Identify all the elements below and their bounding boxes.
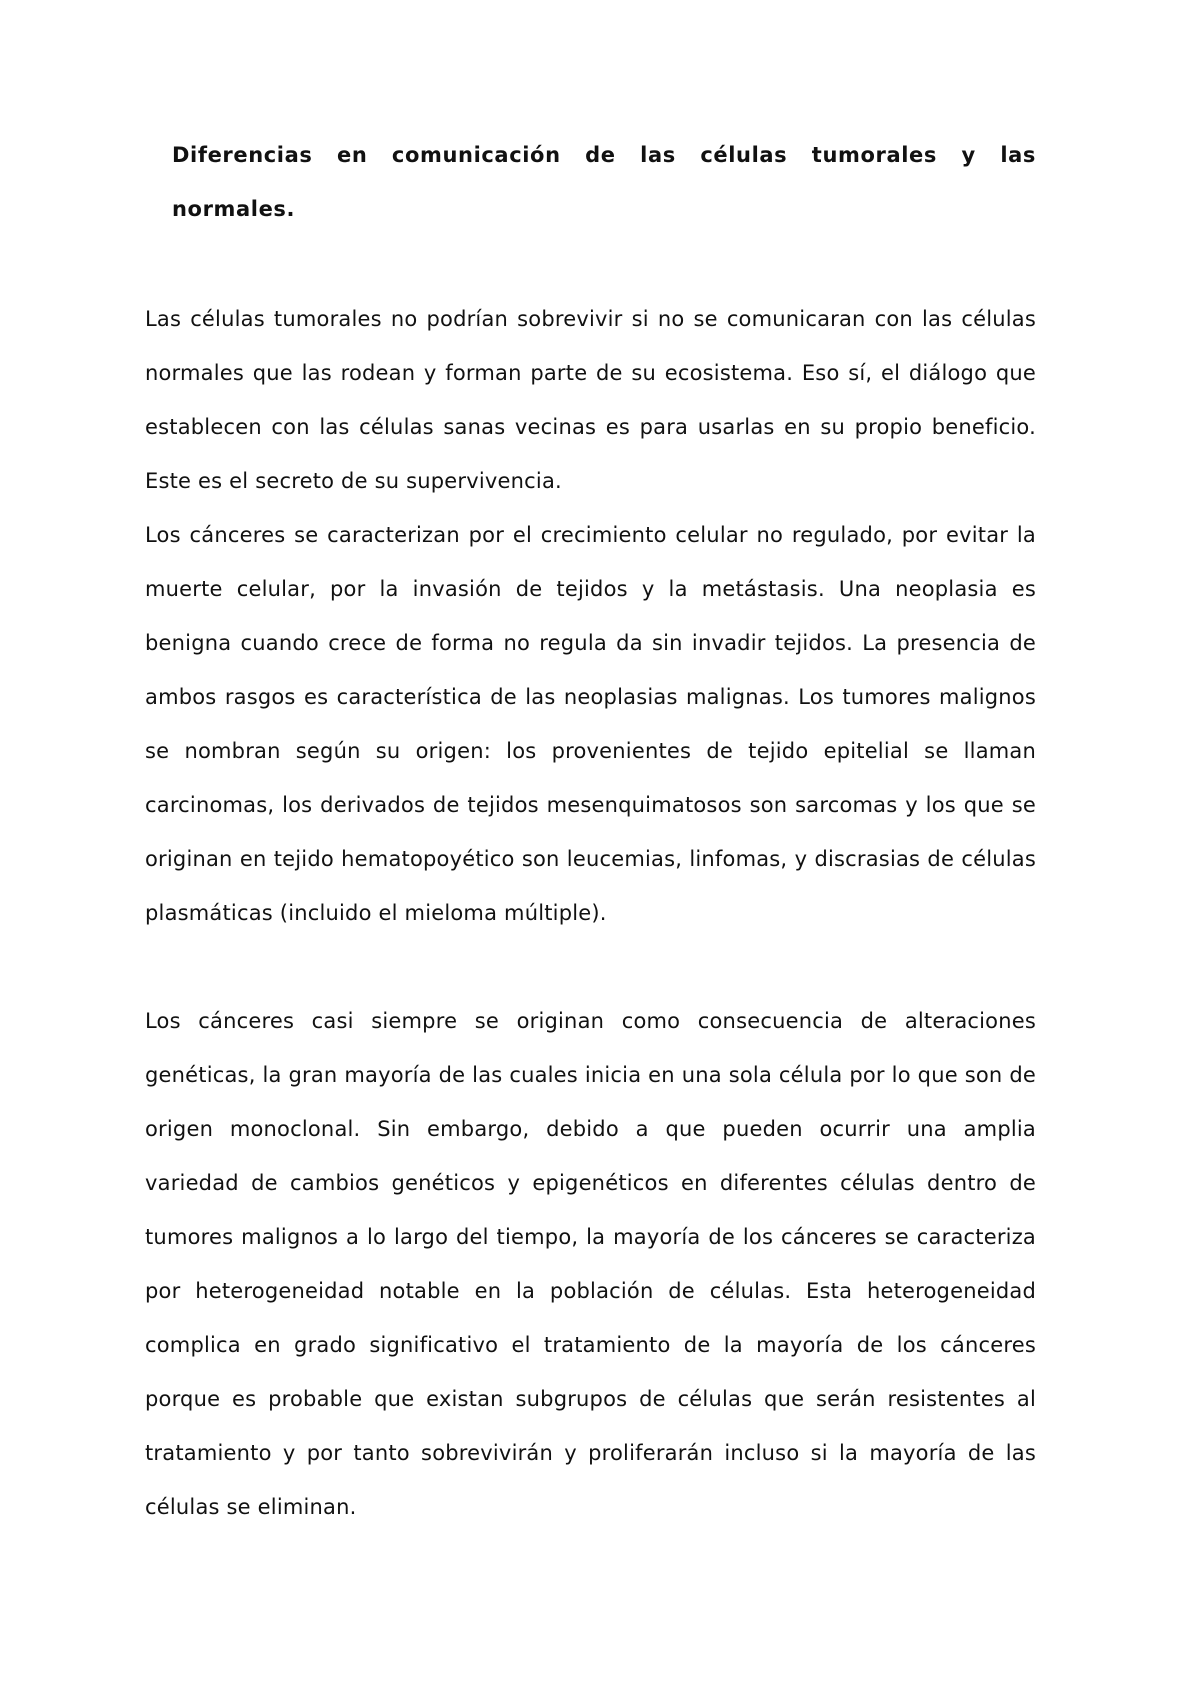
document-title: Diferencias en comunicación de las células tumorales y las normales. bbox=[172, 143, 1036, 221]
paragraph-cancer-characteristics: Los cánceres se caracterizan por el crecimiento celular no regulado, por evitar la muerte celular, por la invasión de tejidos y la metástasis. Una neoplasia es benigna cuando crece de forma no regula da sin invadir tejidos. La presencia de ambos rasgos es característica de las neoplasias malignas. Los tumores malignos se nombran según su origen: los provenientes de tejido epitelial se llaman carcinomas, los derivados de tejidos mesenquimatosos son sarcomas y los que se originan en tejido hematopoyético son leucemias, linfomas, y discrasias de células plasmáticas (incluido el mieloma múltiple). bbox=[145, 523, 1036, 925]
document-body bbox=[145, 292, 1036, 1534]
paragraph-spacer bbox=[145, 940, 1036, 994]
paragraph-cancer-origin: Los cánceres casi siempre se originan como consecuencia de alteraciones genéticas, la gran mayoría de las cuales inicia en una sola célula por lo que son de origen monoclonal. Sin embargo, debido a que pueden ocurrir una amplia variedad de cambios genéticos y epigenéticos en diferentes células dentro de tumores malignos a lo largo del tiempo, la mayoría de los cánceres se caracteriza por heterogeneidad notable en la población de células. Esta heterogeneidad complica en grado significativo el tratamiento de la mayoría de los cánceres porque es probable que existan subgrupos de células que serán resistentes al tratamiento y por tanto sobrevivirán y proliferarán incluso si la mayoría de las células se eliminan. bbox=[145, 1009, 1036, 1519]
paragraph-cell-communication: Las células tumorales no podrían sobrevivir si no se comunicaran con las células normales que las rodean y forman parte de su ecosistema. Eso sí, el diálogo que establecen con las células sanas vecinas es para usarlas en su propio beneficio. Este es el secreto de su supervivencia. bbox=[145, 307, 1036, 493]
